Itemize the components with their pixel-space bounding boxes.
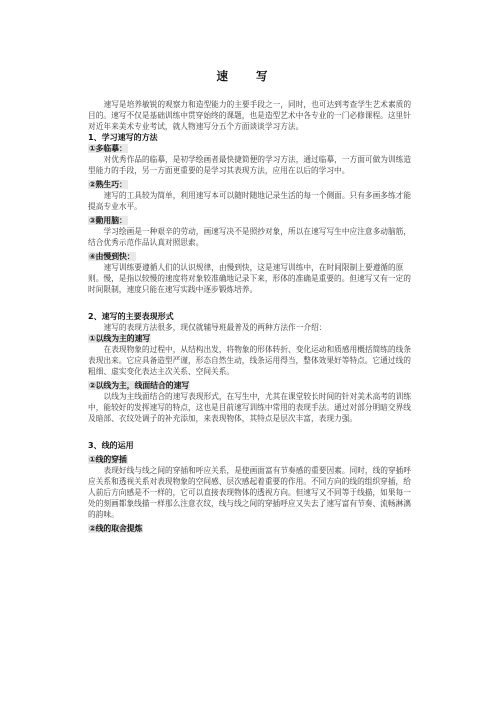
section-heading-2	[88, 311, 412, 322]
paragraph-1-4: 速写训练要遵循人们的认识规律，由慢到快，这是速写训练中，在时间限制上要遵循的原则。慢，是指以较慢的速度将对象较准确地记录下来，形体的准确是重要的。但速写又有一定的时间限制，速度只能在速写实践中逐步锻炼培养。	[88, 263, 411, 294]
section-heading-3-text: 3、线的运用	[88, 441, 134, 450]
subheading-3-2	[88, 523, 412, 534]
subheading-1-3-text: ③勤用脑：	[89, 216, 127, 225]
section-heading-1	[88, 132, 412, 143]
subheading-3-1-text: ①线的穿插	[89, 455, 127, 464]
subheading-1-1	[88, 143, 412, 154]
page-title: 速 写	[216, 69, 280, 83]
paragraph-1-3: 学习绘画是一种艰辛的劳动，画速写决不是照抄对象，所以在速写写生中应注意多动脑筋，结合优秀示范作品认真对照思索。	[88, 227, 412, 247]
subheading-2-1	[88, 333, 412, 344]
subheading-1-2-text: ②熟生巧：	[89, 180, 127, 189]
paragraph-1-1: 对优秀作品的临摹，是初学绘画者最快捷简便的学习方法，通过临摹，一方面可做为训练造型能力的手段，另一方面更重要的是学习其表现方法，应用在以后的学习中。	[88, 155, 412, 175]
subheading-1-1-text: ①多临摹：	[89, 144, 127, 153]
subheading-2-2-text: ②以线为主，线面结合的速写	[89, 381, 190, 390]
section-heading-3	[88, 440, 412, 451]
paragraph-1-2: 速写的工具较为简单，利用速写本可以随时随地记录生活的每一个侧面。只有多画多练才能提高专业水平。	[88, 191, 412, 211]
subheading-3-2-text: ②线的取舍提炼	[89, 524, 143, 533]
subheading-1-3	[88, 215, 412, 226]
intro-paragraph: 速写是培养敏锐的观察力和造型能力的主要手段之一，同时，也可达到考查学生艺术素质的目的。速写不仅是基础训练中贯穿始终的课题，也是造型艺术中各专业的一门必修课程。这里针对近年来美术专业考试，就人物速写分五个方面谈谈学习方法。	[88, 100, 412, 131]
section-heading-1-text: 1、学习速写的方法	[88, 133, 158, 142]
section-2-intro: 速写的表现方法很多，现仅就辅导班最普及的两种方法作一介绍：	[103, 323, 327, 332]
subheading-1-4	[88, 251, 412, 262]
paragraph-2-2: 以线为主线面结合的速写表现形式，在写生中，尤其在课堂较长时间的针对美术高考的训练中，能较好的发挥速写的特点，这也是目前速写训练中常用的表现手法。通过对部分明暗交界线及暗部、衣纹处调子的补充添加，来表现物体，其特点是层次丰富，表现力强。	[88, 392, 412, 423]
subheading-2-1-text: ①以线为主的速写	[89, 334, 151, 343]
subheading-1-2	[88, 179, 412, 190]
subheading-3-1	[88, 454, 412, 465]
subheading-2-2	[88, 380, 412, 391]
paragraph-2-1: 在表现物象的过程中，从结构出发，将物象的形体转折、变化运动和质感用概括简练的线条表现出来。它应具备造型严谨，形态自然生动，线条运用得当，整体效果好等特点。它通过线的粗细、虚实变化表达主次关系、空间关系。	[88, 345, 412, 376]
section-heading-2-text: 2、速写的主要表现形式	[88, 312, 174, 321]
paragraph-3-1: 表现好线与线之间的穿插和呼应关系，是使画面富有节奏感的重要因素。同时，线的穿插呼应关系和透视关系对表现物象的空间感、层次感起着重要的作用。不同方向的线的组织穿插，给人前后方向感是不一样的，它可以直接表现物体的透视方向。但速写又不同等于线描，如果每一处的刻画都象线描一样那么注意衣纹，线与线之间的穿插呼应又失去了速写富有节奏、流畅淋漓的韵味。	[88, 466, 412, 519]
document-body	[88, 99, 412, 534]
subheading-1-4-text: ④由慢到快：	[89, 252, 135, 261]
